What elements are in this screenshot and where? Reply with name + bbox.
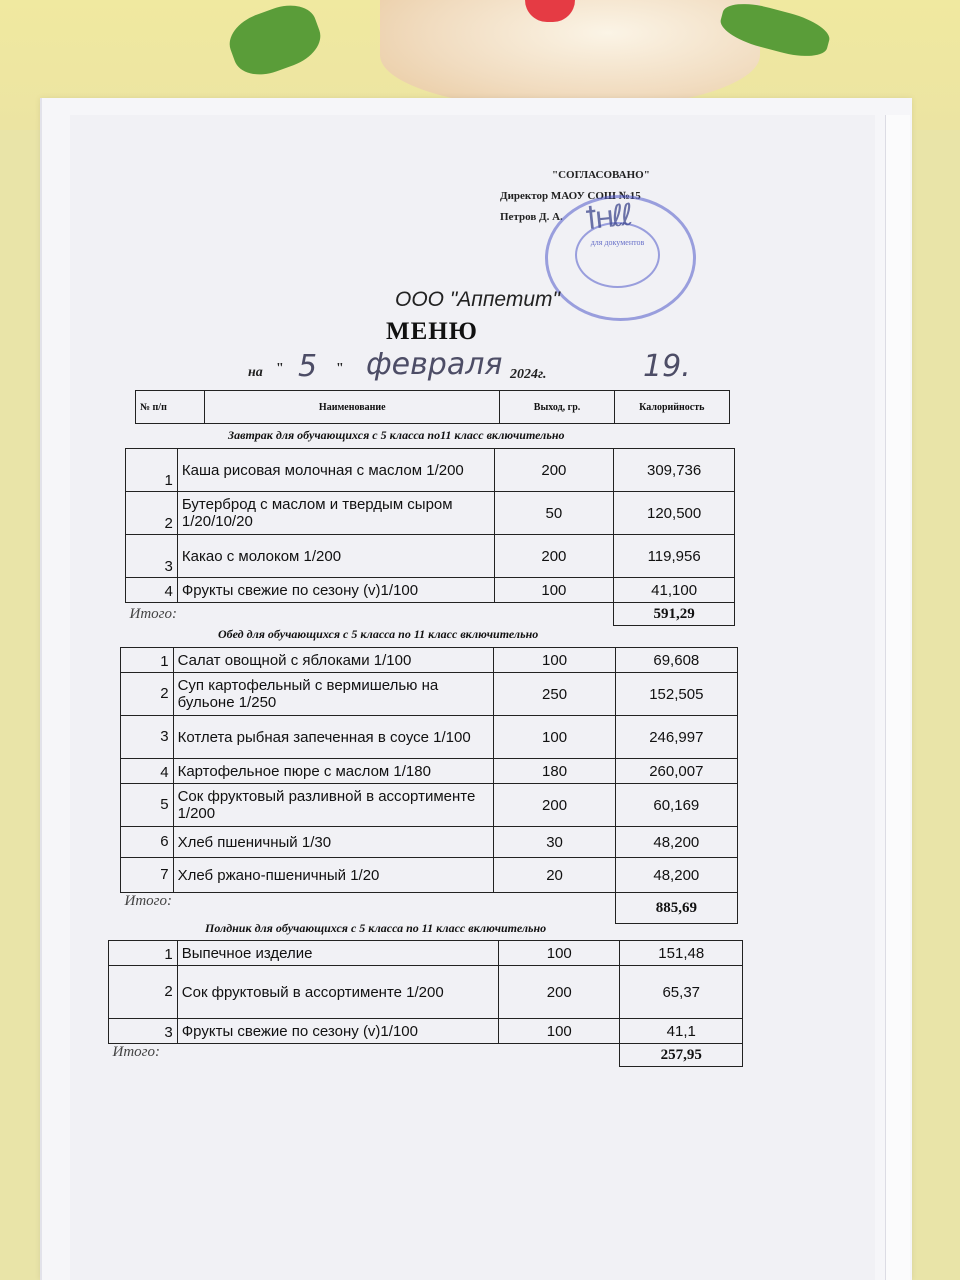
dish-output: 250	[494, 673, 615, 716]
dish-name: Хлеб ржано-пшеничный 1/20	[173, 858, 494, 893]
row-number: 3	[109, 1019, 178, 1044]
approval-name: Петров Д. А.	[500, 211, 563, 223]
dish-name: Фрукты свежие по сезону (v)1/100	[177, 1019, 498, 1044]
row-number: 2	[109, 966, 178, 1019]
approval-director: Директор МАОУ СОШ №15	[500, 190, 641, 202]
table-row	[126, 535, 735, 578]
dish-output: 50	[494, 492, 614, 535]
dish-calories: 60,169	[615, 784, 737, 827]
total-value: 591,29	[614, 603, 735, 626]
sticker-decoration	[380, 0, 760, 110]
dish-calories: 41,100	[614, 578, 735, 603]
date-year: 2024г.	[510, 367, 547, 382]
dish-calories: 246,997	[615, 716, 737, 759]
table-row	[121, 784, 738, 827]
total-row	[126, 603, 735, 626]
dish-name: Суп картофельный с вермишелью на бульоне 1/250	[173, 673, 494, 716]
dish-output: 100	[494, 648, 615, 673]
sleeve-edge	[885, 115, 910, 1280]
total-label: Итого:	[126, 603, 614, 626]
dish-output: 200	[494, 784, 615, 827]
dish-name: Выпечное изделие	[177, 941, 498, 966]
dish-output: 20	[494, 858, 615, 893]
table-row	[126, 449, 735, 492]
table-row	[126, 492, 735, 535]
dish-name: Хлеб пшеничный 1/30	[173, 827, 494, 858]
table-row	[109, 941, 743, 966]
row-number: 1	[109, 941, 178, 966]
dish-calories: 119,956	[614, 535, 735, 578]
dish-name: Сок фруктовый разливной в ассортименте 1/200	[173, 784, 494, 827]
handwritten-note: 19.	[643, 349, 691, 384]
col-output: Выход, гр.	[500, 391, 614, 424]
total-label: Итого:	[121, 893, 616, 924]
dish-calories: 69,608	[615, 648, 737, 673]
total-row	[121, 893, 738, 924]
snack-table	[108, 940, 743, 1067]
dish-calories: 309,736	[614, 449, 735, 492]
dish-calories: 151,48	[620, 941, 743, 966]
dish-name: Салат овощной с яблоками 1/100	[173, 648, 494, 673]
dish-name: Картофельное пюре с маслом 1/180	[173, 759, 494, 784]
section-title-lunch: Обед для обучающихся с 5 класса по 11 класс включительно	[218, 627, 539, 641]
dish-calories: 65,37	[620, 966, 743, 1019]
table-row	[109, 1019, 743, 1044]
row-number: 4	[121, 759, 174, 784]
dish-calories: 260,007	[615, 759, 737, 784]
dish-name: Каша рисовая молочная с маслом 1/200	[177, 449, 494, 492]
dish-name: Какао с молоком 1/200	[177, 535, 494, 578]
row-number: 7	[121, 858, 174, 893]
table-row	[121, 648, 738, 673]
lunch-table	[120, 647, 738, 924]
row-number: 1	[126, 449, 178, 492]
table-row	[121, 827, 738, 858]
section-title-breakfast: Завтрак для обучающихся с 5 класса по11 класс включительно	[228, 428, 565, 442]
table-row	[109, 966, 743, 1019]
dish-output: 180	[494, 759, 615, 784]
dish-calories: 152,505	[615, 673, 737, 716]
row-number: 2	[121, 673, 174, 716]
dish-calories: 48,200	[615, 827, 737, 858]
row-number: 4	[126, 578, 178, 603]
row-number: 3	[126, 535, 178, 578]
organization-name: ООО "Аппетит"	[395, 288, 560, 311]
dish-output: 100	[499, 1019, 620, 1044]
date-day: 5	[298, 349, 318, 384]
row-number: 6	[121, 827, 174, 858]
col-name: Наименование	[205, 391, 500, 424]
dish-output: 100	[494, 578, 614, 603]
director-signature: ꝉнℓℓ	[583, 197, 632, 238]
section-title-snack: Полдник для обучающихся с 5 класса по 11 класс включительно	[205, 921, 547, 935]
col-number: № п/п	[136, 391, 205, 424]
menu-title: МЕНЮ	[386, 318, 478, 345]
table-row	[121, 759, 738, 784]
row-number: 5	[121, 784, 174, 827]
dish-name: Котлета рыбная запеченная в соусе 1/100	[173, 716, 494, 759]
row-number: 1	[121, 648, 174, 673]
dish-name: Бутерброд с маслом и твердым сыром 1/20/10/20	[177, 492, 494, 535]
table-row	[121, 673, 738, 716]
col-calories: Калорийность	[614, 391, 729, 424]
row-number: 2	[126, 492, 178, 535]
table-row	[121, 716, 738, 759]
total-row	[109, 1044, 743, 1067]
date-month: февраля	[366, 347, 503, 382]
dish-output: 200	[494, 449, 614, 492]
dish-calories: 120,500	[614, 492, 735, 535]
approval-title: "СОГЛАСОВАНО"	[552, 169, 650, 181]
dish-name: Фрукты свежие по сезону (v)1/100	[177, 578, 494, 603]
breakfast-table	[125, 448, 735, 626]
dish-output: 200	[499, 966, 620, 1019]
total-value: 885,69	[615, 893, 737, 924]
dish-output: 200	[494, 535, 614, 578]
total-label: Итого:	[109, 1044, 620, 1067]
total-value: 257,95	[620, 1044, 743, 1067]
table-row	[126, 578, 735, 603]
dish-name: Сок фруктовый в ассортименте 1/200	[177, 966, 498, 1019]
dish-output: 100	[499, 941, 620, 966]
table-row	[121, 858, 738, 893]
menu-header-table	[135, 390, 730, 424]
date-line: на " 5 " февраля 2024г. 19.	[248, 347, 691, 384]
date-prefix: на	[248, 365, 263, 380]
dish-calories: 41,1	[620, 1019, 743, 1044]
stamp-text: для документов	[575, 222, 660, 288]
dish-output: 30	[494, 827, 615, 858]
row-number: 3	[121, 716, 174, 759]
dish-calories: 48,200	[615, 858, 737, 893]
dish-output: 100	[494, 716, 615, 759]
